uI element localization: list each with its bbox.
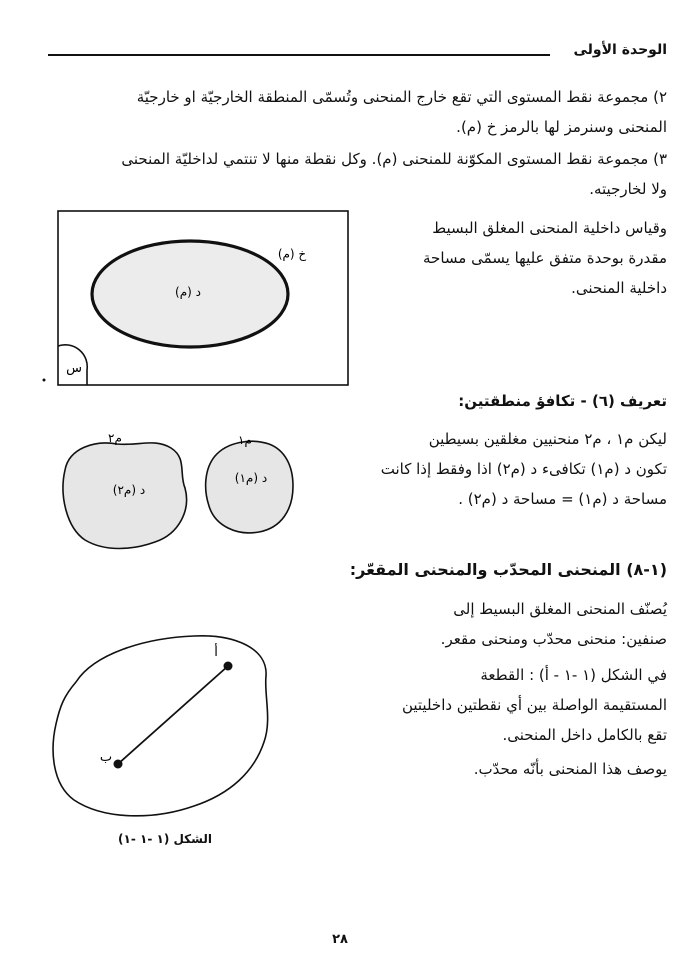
figure-caption: الشكل (١ -١ -١) <box>118 832 212 846</box>
region-1-interior-label: د (م١) <box>234 471 268 485</box>
region-2-name: م٢ <box>108 431 122 445</box>
region-2-interior-label: د (م٢) <box>112 483 146 497</box>
section-line-4: المستقيمة الواصلة بين أي نقطتين داخليتين <box>401 696 667 714</box>
point-a-dot <box>224 662 233 671</box>
section-title: (١-٨) المنحنى المحدّب والمنحنى المقعّر: <box>349 560 667 579</box>
region-1-curve <box>206 441 293 533</box>
page-number: ٢٨ <box>332 932 348 947</box>
exterior-label: خ (م) <box>277 247 307 261</box>
header-rule <box>48 54 550 56</box>
definition-line-3: مساحة د (م١) = مساحة د (م٢) . <box>458 490 667 508</box>
item-3 <box>37 144 667 204</box>
item-3-line-2: ولا لخارجيته. <box>589 180 667 198</box>
corner-label: س <box>66 361 82 376</box>
section-line-6: يوصف هذا المنحنى بأنّه محدّب. <box>473 760 667 778</box>
point-b-dot <box>114 760 123 769</box>
point-a-label: أ <box>214 645 218 660</box>
region-1-name: م١ <box>238 433 252 447</box>
figure-equivalent-regions <box>55 430 325 560</box>
figure-dot <box>43 379 46 382</box>
definition-body <box>357 424 667 514</box>
point-b-label: ب <box>99 750 113 765</box>
section-line-5: تقع بالكامل داخل المنحنى. <box>502 726 667 744</box>
segment-ab <box>118 666 228 764</box>
definition-line-2: تكون د (م١) تكافىء د (م٢) اذا وفقط إذا كانت <box>380 460 667 478</box>
figure-interior-exterior <box>40 208 355 390</box>
section-line-2: صنفين: منحنى محدّب ومنحنى مقعر. <box>440 630 667 648</box>
figure-convex-curve <box>44 630 280 826</box>
measure-line-1: وقياس داخلية المنحنى المغلق البسيط <box>432 219 667 237</box>
interior-label: د (م) <box>175 285 201 299</box>
item-3-line-1: ٣) مجموعة نقط المستوى المكوّنة للمنحنى (م). وكل نقطة منها لا تنتمي لداخليّة المنحنى <box>121 150 667 168</box>
unit-title: الوحدة الأولى <box>573 42 667 58</box>
measure-line-2: مقدرة بوحدة متفق عليها يسمّى مساحة <box>423 249 667 267</box>
measure-paragraph <box>367 213 667 303</box>
section-line-3: في الشكل (١ -١ - أ) : القطعة <box>480 666 667 684</box>
section-body <box>337 594 667 784</box>
item-2 <box>37 82 667 142</box>
section-line-1: يُصنّف المنحنى المغلق البسيط إلى <box>453 600 667 618</box>
item-2-line-1: ٢) مجموعة نقط المستوى التي تقع خارج المنحنى وتُسمّى المنطقة الخارجيّة او خارجيّة <box>136 88 667 106</box>
measure-line-3: داخلية المنحنى. <box>571 279 667 297</box>
item-2-line-2: المنحنى وسنرمز لها بالرمز خ (م). <box>456 118 667 136</box>
definition-title: تعريف (٦) - تكافؤ منطقتين: <box>458 392 667 410</box>
definition-line-1: ليكن م١ ، م٢ منحنيين مغلقين بسيطين <box>428 430 667 448</box>
